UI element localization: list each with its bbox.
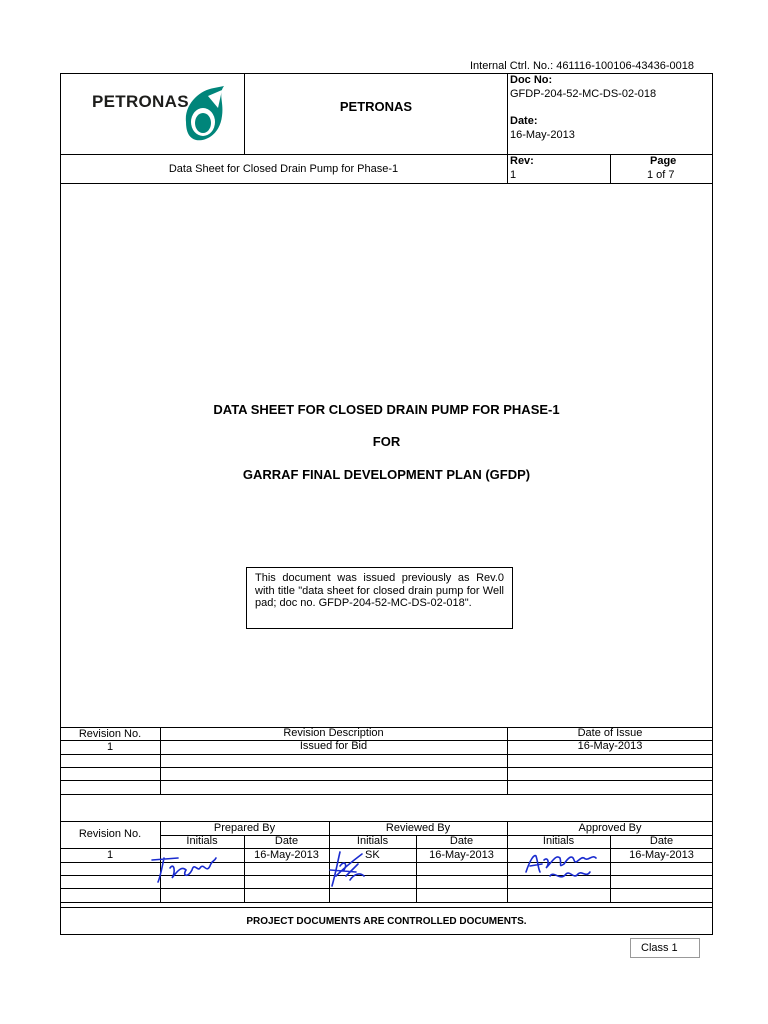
prepared-by-label: Prepared By — [213, 822, 276, 834]
rev-table-bottom — [60, 794, 713, 795]
rev-table-header-date: Date of Issue — [577, 727, 643, 739]
approved-date-value: 16-May-2013 — [629, 849, 694, 861]
reviewed-by-label: Reviewed By — [385, 822, 451, 834]
page-label: Page — [650, 155, 677, 167]
reviewed-date-value: 16-May-2013 — [429, 849, 494, 861]
main-title-for: FOR — [372, 434, 401, 449]
rev-table-header-rev: Revision No. — [78, 728, 142, 740]
approved-initials-label: Initials — [542, 835, 575, 847]
page-value: 1 of 7 — [647, 169, 675, 181]
revision-note-box: This document was issued previously as Rev.0 with title "data sheet for closed drain pump for Well pad; doc no. GFDP-204-52-MC-DS-02-018". — [246, 567, 513, 629]
reviewed-initials-label: Initials — [356, 835, 389, 847]
doc-no-value: GFDP-204-52-MC-DS-02-018 — [510, 88, 657, 100]
docinfo-divider — [507, 73, 508, 183]
rev-label: Rev: — [510, 155, 534, 167]
rev-table-row-desc: Issued for Bid — [299, 740, 368, 752]
header-bottom-divider — [60, 183, 713, 184]
approved-signature — [520, 846, 612, 888]
main-title: DATA SHEET FOR CLOSED DRAIN PUMP FOR PHASE-1 — [213, 402, 560, 417]
appr-table-line — [60, 888, 713, 889]
rev-table-row-rev: 1 — [106, 741, 114, 753]
controlled-documents-note: PROJECT DOCUMENTS ARE CONTROLLED DOCUMENTS. — [246, 916, 527, 927]
internal-control-number: Internal Ctrl. No.: 461116-100106-43436-0018 — [470, 60, 695, 72]
main-title-project: GARRAF FINAL DEVELOPMENT PLAN (GFDP) — [242, 467, 531, 482]
date-label: Date: — [510, 115, 538, 127]
reviewed-initials-value: SK — [365, 849, 380, 861]
prepared-date-label: Date — [274, 835, 299, 847]
approved-date-label: Date — [649, 835, 674, 847]
rev-table-header-desc: Revision Description — [283, 727, 384, 739]
rev-table-row-date: 16-May-2013 — [577, 740, 643, 752]
document-title: Data Sheet for Closed Drain Pump for Phase-1 — [168, 163, 399, 175]
appr-revision-label: Revision No. — [78, 828, 142, 840]
petronas-logo-text: PETRONAS — [92, 92, 189, 111]
appr-row-rev: 1 — [106, 849, 114, 861]
header-divider — [60, 154, 713, 155]
prepared-date-value: 16-May-2013 — [254, 849, 319, 861]
doc-no-label: Doc No: — [510, 74, 553, 86]
logo-divider — [244, 73, 245, 154]
prepared-signature — [148, 848, 220, 888]
prepared-initials-label: Initials — [186, 835, 218, 847]
rev-page-divider — [610, 154, 611, 183]
company-name: PETRONAS — [339, 99, 413, 114]
reviewed-signature — [326, 846, 370, 890]
petronas-logo-icon — [178, 82, 234, 146]
approved-by-label: Approved By — [578, 822, 642, 834]
footer-divider — [60, 907, 713, 908]
rev-value: 1 — [510, 169, 517, 181]
rev-table-line — [60, 767, 713, 768]
appr-table-bottom — [60, 902, 713, 903]
classification-badge: Class 1 — [630, 938, 700, 958]
rev-table-line — [60, 754, 713, 755]
document-frame — [60, 73, 713, 935]
date-value: 16-May-2013 — [510, 129, 575, 141]
rev-table-line — [60, 780, 713, 781]
reviewed-date-label: Date — [449, 835, 474, 847]
